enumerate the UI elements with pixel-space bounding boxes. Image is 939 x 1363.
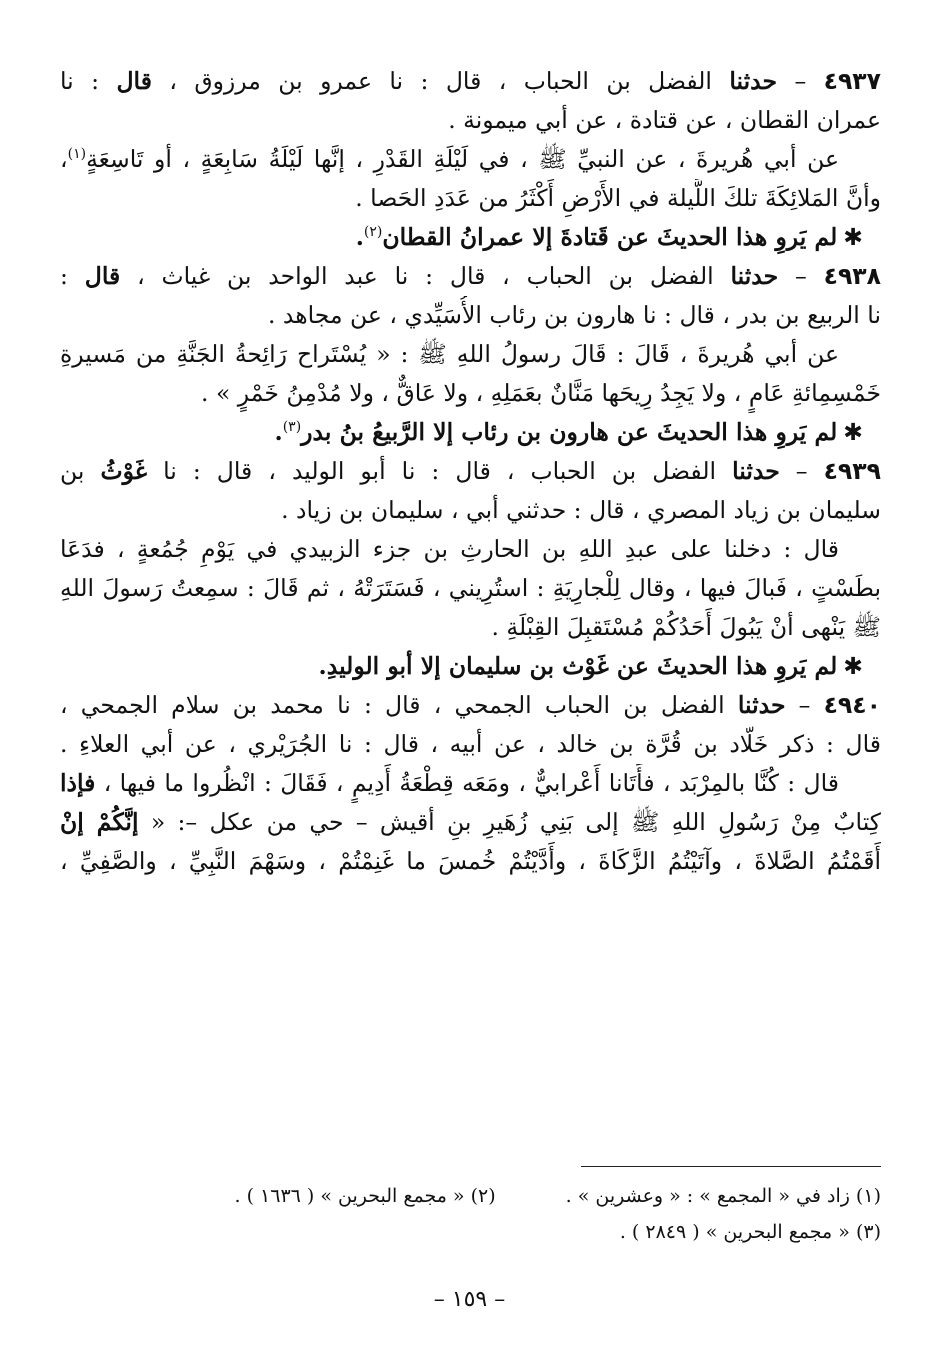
hadith-note xyxy=(60,218,881,257)
matn-line: قال : دخلنا على عبدِ اللهِ بن الحارثِ بن جزء الزبيدي في يَوْمِ جُمُعةٍ ، فدَعَا xyxy=(60,535,839,563)
hadith-4937-header xyxy=(60,62,881,101)
dash: – xyxy=(795,262,807,290)
matn-keyword: فإذا xyxy=(60,769,96,797)
isnad-text: بن xyxy=(60,457,85,485)
footnote-1: (١) زاد في « المجمع » : « وعشرين » . xyxy=(565,1185,881,1207)
narration-keyword: حدثنا xyxy=(732,457,780,485)
note-text: لم يَروِ هذا الحديثَ عن هارون بن رئاب إلا الرَّبيعُ بنُ بدر xyxy=(301,418,838,446)
asterisk-icon: ✱ xyxy=(843,652,863,680)
matn-text: عن أبي هُريرةَ ، عن النبيِّ ﷺ ، في لَيْلَةِ القَدْرِ ، إنَّها لَيْلَةُ سَابِعَةٍ ، أو تَاسِعَةٍ xyxy=(86,145,839,173)
footnote-row xyxy=(60,1214,881,1250)
isnad-line: قال : ذكر خَلّاد بن قُرَّة بن خالد ، عن أبيه ، قال : نا الجُرَيْري ، عن أبي العلاءِ . xyxy=(60,730,881,758)
isnad-text: الفضل بن الحباب ، قال : نا عمرو بن مرزوق ، xyxy=(169,67,712,95)
matn-text: كِتابٌ مِنْ رَسُولِ اللهِ ﷺ إلى بَنِي زُهَيرِ بنِ أقيش – حي من عكل –: « xyxy=(150,808,881,836)
footnote-row xyxy=(60,1178,881,1214)
isnad-text: الفضل بن الحباب ، قال : نا عبد الواحد بن غياث ، xyxy=(137,262,714,290)
matn-text: قال : كُنَّا بالمِرْبَد ، فأَتَانا أَعْرابيٌّ ، ومَعَه قِطْعَةُ أَدِيمٍ ، فَقَالَ : انْظُروا ما فيها ، xyxy=(103,769,839,797)
narration-keyword: حدثنا xyxy=(730,262,779,290)
matn-line xyxy=(60,764,881,803)
note-text: . xyxy=(274,418,283,446)
matn-line xyxy=(60,803,881,842)
matn-line: خَمْسِمِائةِ عَامٍ ، ولا يَجِدُ رِيحَها مَنَّانٌ بعَمَلِهِ ، ولا عَاقٌّ ، ولا مُدْمِنُ خَمْرٍ » . xyxy=(201,379,881,407)
footnote-ref: (٣) xyxy=(282,419,302,436)
isnad-keyword: قال xyxy=(84,262,121,290)
isnad-line: سليمان بن زياد المصري ، قال : حدثني أبي ، سليمان بن زياد . xyxy=(281,496,881,524)
footnote-3: (٣) « مجمع البحرين » ( ٢٨٤٩ ) . xyxy=(619,1221,881,1243)
hadith-number: ٤٩٤٠ xyxy=(823,691,881,719)
matn-text: ، xyxy=(60,145,68,173)
isnad-text: الفضل بن الحباب الجمحي ، قال : نا محمد بن سلام الجمحي ، xyxy=(60,691,725,719)
footnote-2: (٢) « مجمع البحرين » ( ١٦٣٦ ) . xyxy=(234,1185,496,1207)
hadith-4940-header xyxy=(60,686,881,725)
isnad-line: نا الربيع بن بدر ، قال : نا هارون بن رئاب الأُسَيِّدي ، عن مجاهد . xyxy=(267,301,881,329)
matn-line: وأنَّ المَلائِكَةَ تلكَ اللَّيلة في الأَرْضِ أَكْثَرُ من عَدَدِ الحَصا . xyxy=(355,184,881,212)
note-text: لم يَروِ هذا الحديثَ عن قَتادةَ إلا عمرانُ القطان xyxy=(382,223,838,251)
hadith-4938-header xyxy=(60,257,881,296)
page-number: – ١٥٩ – xyxy=(433,1287,506,1312)
dash: – xyxy=(794,67,807,95)
matn-line: عن أبي هُريرةَ ، قَالَ : قَالَ رسولُ اللهِ ﷺ : « يُسْتَراح رَائِحةُ الجَنَّةِ من مَسيرةِ xyxy=(60,340,839,368)
hadith-note xyxy=(60,413,881,452)
matn-line xyxy=(60,140,881,179)
hadith-number: ٤٩٣٧ xyxy=(823,67,881,95)
asterisk-icon: ✱ xyxy=(843,223,863,251)
narration-keyword: حدثنا xyxy=(729,67,778,95)
isnad-line: عمران القطان ، عن قتادة ، عن أبي ميمونة . xyxy=(448,106,881,134)
hadith-4939-header xyxy=(60,452,881,491)
note-text: . xyxy=(318,652,327,680)
matn-line: أَقَمْتُمُ الصَّلاةَ ، وآتَيْتُمُ الزَّكَاةَ ، وأَدَّيْتُمْ خُمسَ ما غَنِمْتُمْ ، وسَهْمَ النَّبِيِّ ، والصَّفِيِّ ، xyxy=(60,847,881,875)
isnad-text: : نا xyxy=(60,67,100,95)
dash: – xyxy=(798,691,811,719)
narration-keyword: حدثنا xyxy=(737,691,786,719)
isnad-text: الفضل بن الحباب ، قال : نا أبو الوليد ، قال : نا xyxy=(163,457,717,485)
footnote-ref: (٢) xyxy=(363,224,383,241)
matn-line: بطَسْتٍ ، فَبالَ فيها ، وقال لِلْجارِيَةِ : استُرِيني ، فَسَتَرَتْهُ ، ثم قَالَ : سمِعتُ رَسولَ اللهِ xyxy=(60,574,881,602)
note-text: . xyxy=(355,223,364,251)
note-text: لم يَروِ هذا الحديثَ عن غَوْث بن سليمان إلا أبو الوليدِ xyxy=(326,652,838,680)
footnote-separator xyxy=(581,1166,881,1167)
isnad-keyword: قال xyxy=(116,67,152,95)
dash: – xyxy=(795,457,808,485)
hadith-note xyxy=(60,647,881,686)
hadith-number: ٤٩٣٨ xyxy=(823,262,881,290)
matn-line: ﷺ يَنْهى أنْ يَبُولَ أَحَدُكُمْ مُسْتَقبِلَ القِبْلَةِ . xyxy=(491,613,881,641)
footnotes xyxy=(60,1178,881,1250)
asterisk-icon: ✱ xyxy=(843,418,863,446)
isnad-text: : xyxy=(60,262,68,290)
isnad-keyword: غَوْثُ xyxy=(100,457,148,485)
footnote-ref: (١) xyxy=(67,146,87,163)
matn-keyword: إنَّكُمْ إنْ xyxy=(60,808,139,836)
hadith-number: ٤٩٣٩ xyxy=(823,457,881,485)
